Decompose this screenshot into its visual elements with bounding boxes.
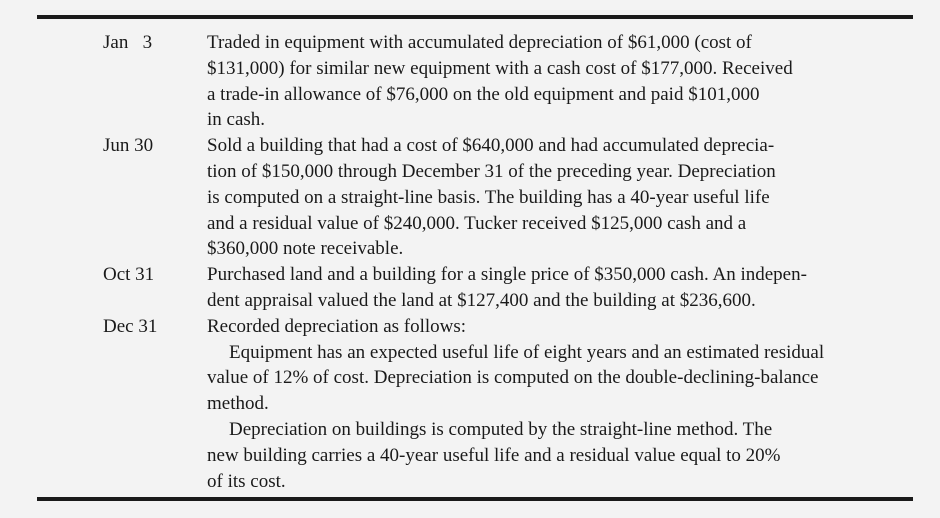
description-line: $360,000 note receivable. — [207, 238, 404, 260]
description-line: Purchased land and a building for a single price of $350,000 cash. An indepen- — [207, 264, 807, 286]
transaction-entry — [0, 133, 940, 262]
transaction-entry — [0, 314, 940, 495]
description-line: Sold a building that had a cost of $640,000 and had accumulated deprecia- — [207, 135, 775, 157]
entry-date: Jun 30 — [103, 135, 154, 157]
top-rule — [37, 15, 913, 19]
description-line: dent appraisal valued the land at $127,400 and the building at $236,600. — [207, 289, 756, 311]
description-line: Traded in equipment with accumulated depreciation of $61,000 (cost of — [207, 32, 752, 53]
description-line: new building carries a 40-year useful life and a residual value equal to 20% — [207, 444, 781, 466]
description-line: tion of $150,000 through December 31 of the preceding year. Depreciation — [207, 160, 776, 182]
transaction-list — [0, 30, 940, 494]
description-line: Equipment has an expected useful life of eight years and an estimated residual — [229, 341, 825, 363]
description-line: method. — [207, 393, 269, 415]
description-line: $131,000) for similar new equipment with a cash cost of $177,000. Received — [207, 57, 793, 79]
entry-date: Oct 31 — [103, 264, 155, 286]
entry-description — [207, 262, 867, 314]
bottom-rule — [37, 497, 913, 501]
entry-date: Jan 3 — [103, 32, 153, 53]
entry-description — [207, 30, 867, 133]
description-line: is computed on a straight-line basis. The building has a 40-year useful life — [207, 186, 770, 208]
description-line: of its cost. — [207, 470, 286, 492]
entry-date: Dec 31 — [103, 315, 158, 337]
description-line: Depreciation on buildings is computed by the straight-line method. The — [229, 418, 773, 440]
transaction-entry — [0, 30, 940, 133]
description-line: in cash. — [207, 109, 266, 131]
description-line: a trade-in allowance of $76,000 on the old equipment and paid $101,000 — [207, 83, 760, 105]
entry-description — [207, 314, 867, 495]
entry-description — [207, 133, 867, 262]
transaction-entry — [0, 262, 940, 314]
description-line: and a residual value of $240,000. Tucker received $125,000 cash and a — [207, 212, 747, 234]
description-line: Recorded depreciation as follows: — [207, 315, 467, 337]
description-line: value of 12% of cost. Depreciation is computed on the double-declining-balance — [207, 367, 819, 389]
